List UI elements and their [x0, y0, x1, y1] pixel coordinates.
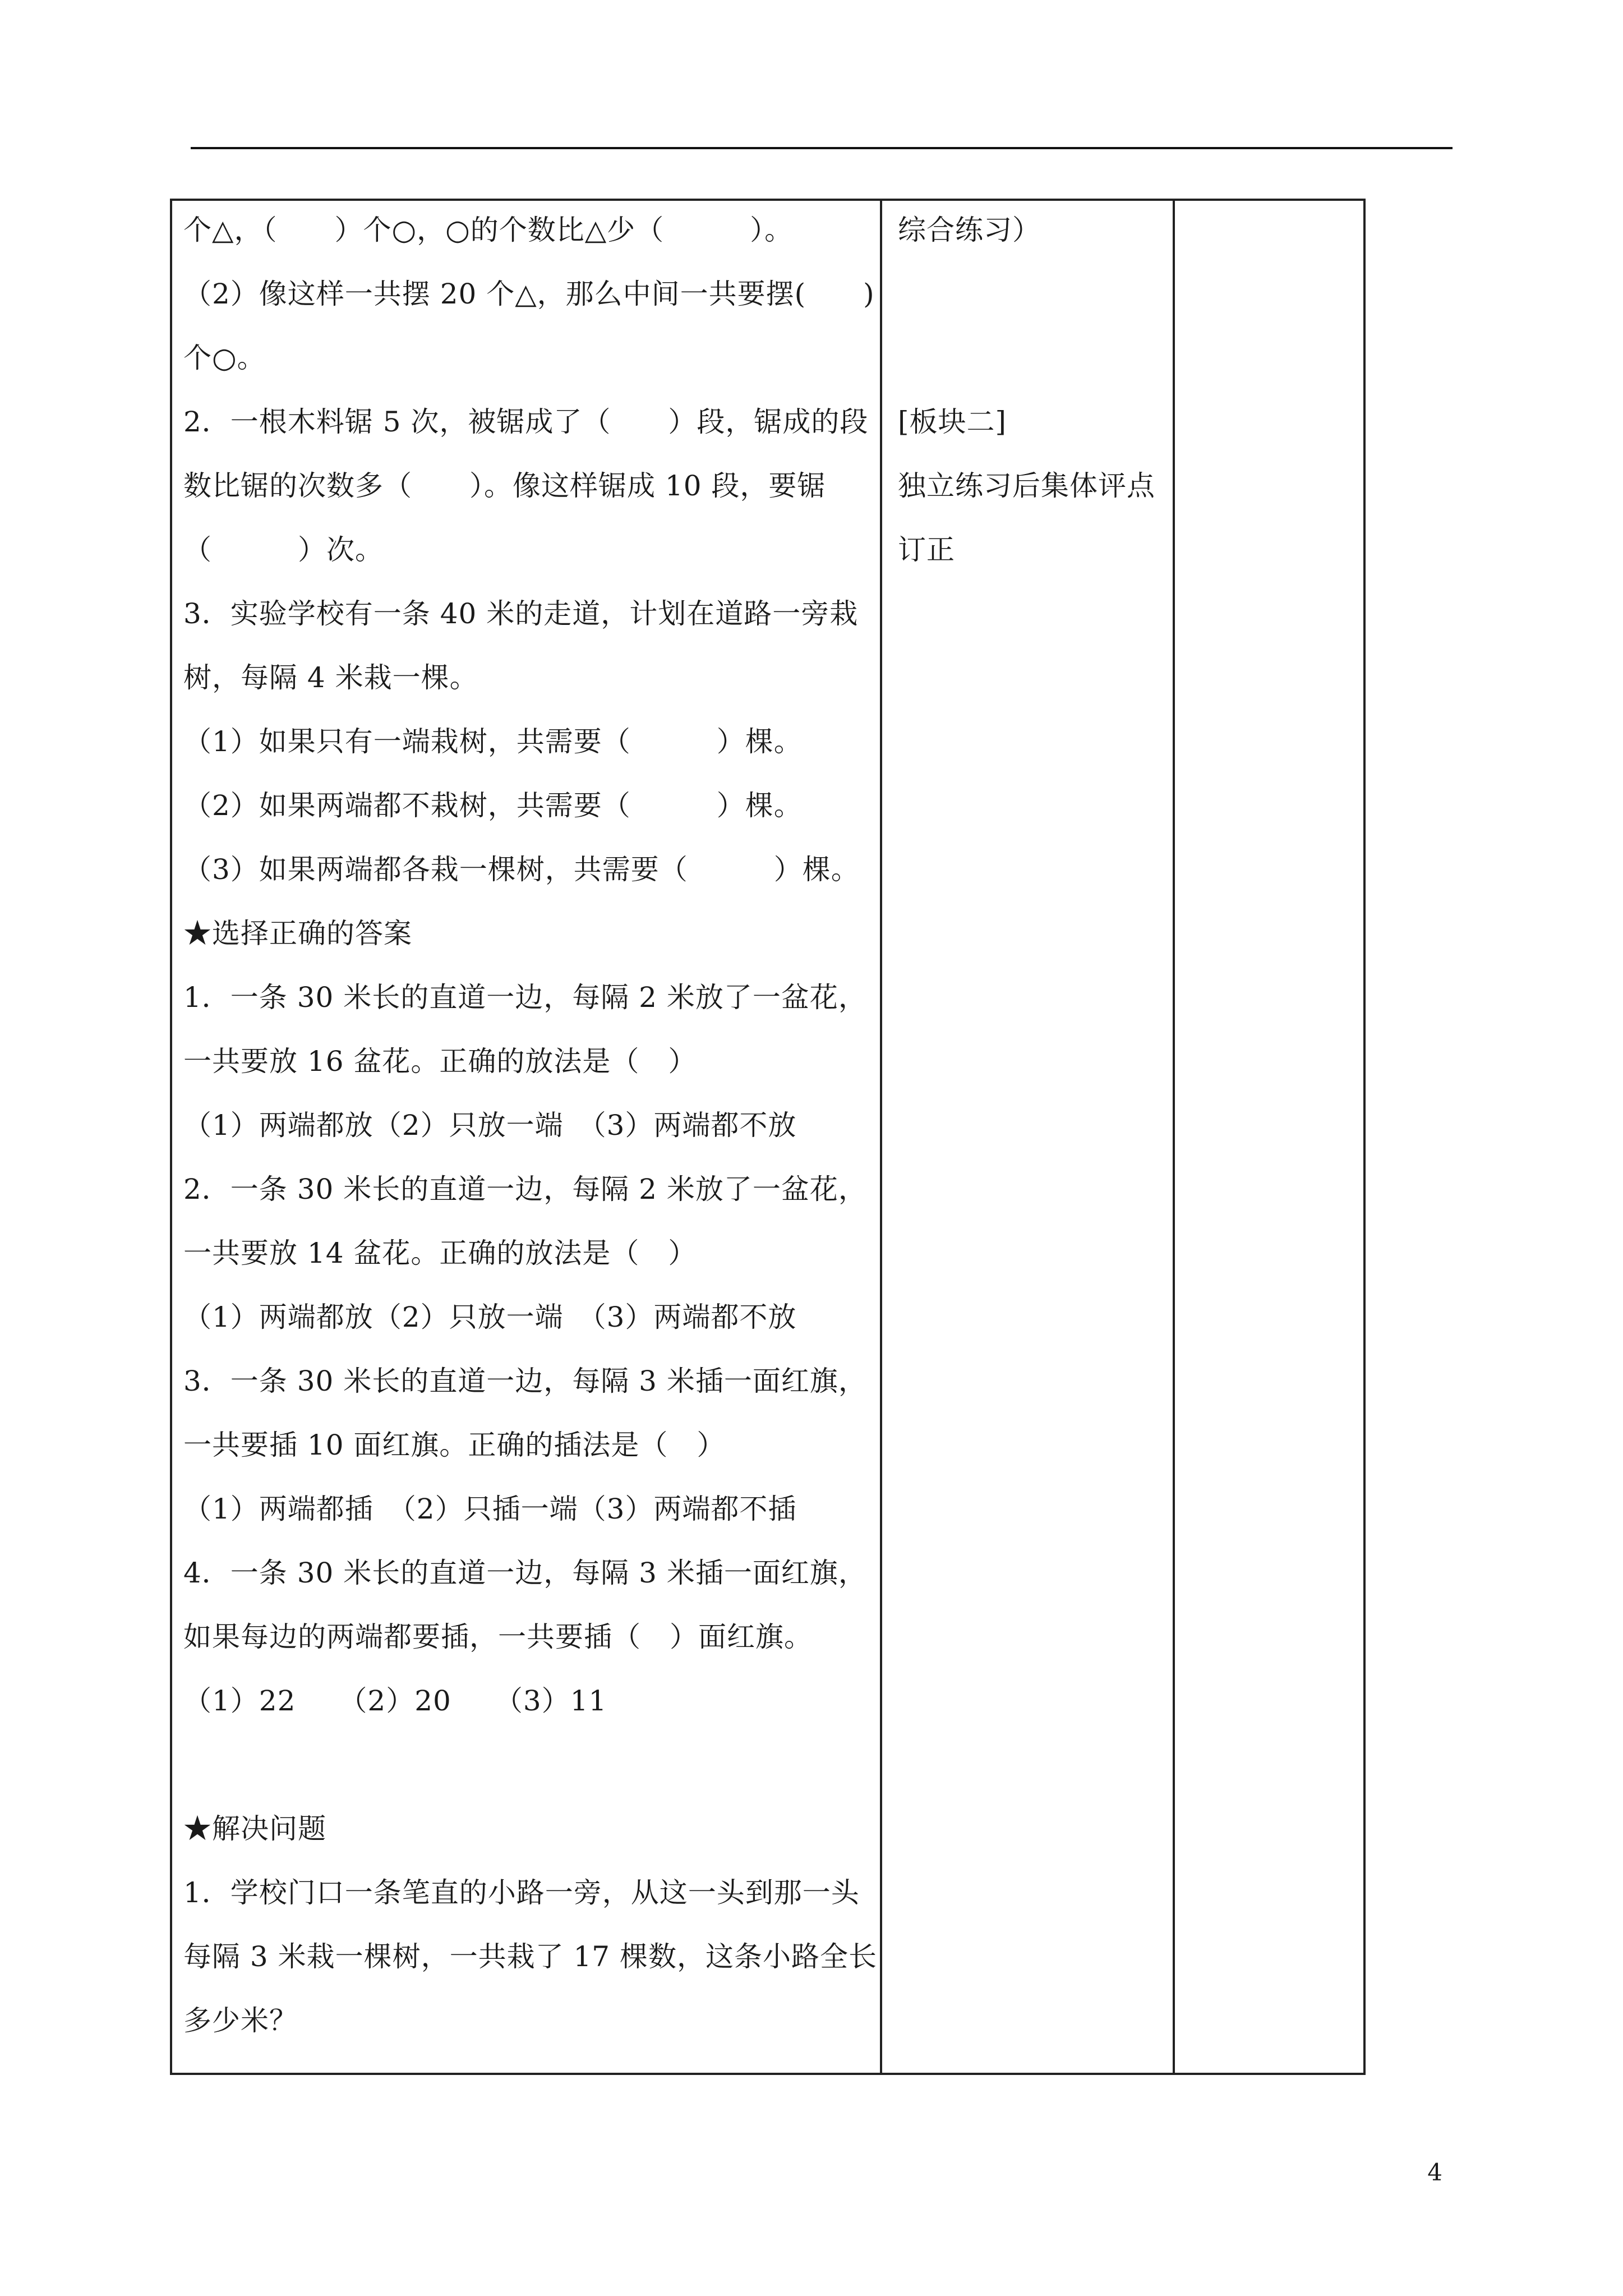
section-heading-solve: ★解决问题 [183, 1812, 326, 1845]
note-line: 综合练习） [898, 214, 1041, 246]
worksheet-table [170, 199, 1366, 2075]
note-line: 订正 [898, 533, 955, 566]
blank-column [1175, 201, 1366, 2073]
exercise-line: 4．一条 30 米长的直道一边，每隔 3 米插一面红旗， [183, 1557, 867, 1589]
exercise-line: 个△，（ ）个○，○的个数比△少（ ）。 [183, 214, 794, 246]
note-line: [板块二] [898, 406, 1007, 438]
exercise-line: 2．一根木料锯 5 次，被锯成了（ ）段，锯成的段 [183, 406, 869, 438]
exercise-line: 1．学校门口一条笔直的小路一旁，从这一头到那一头 [183, 1876, 860, 1909]
exercise-line: 一共要放 16 盆花。正确的放法是（ ） [183, 1045, 697, 1078]
page-number: 4 [1427, 2159, 1442, 2186]
exercise-line: （2）像这样一共摆 20 个△，那么中间一共要摆( ) [183, 278, 875, 310]
exercise-line: 2．一条 30 米长的直道一边，每隔 2 米放了一盆花， [183, 1173, 867, 1205]
exercise-line: （2）如果两端都不栽树，共需要（ ）棵。 [183, 789, 803, 822]
exercise-line: 树，每隔 4 米栽一棵。 [183, 661, 478, 694]
exercise-line: 个○。 [183, 342, 266, 374]
exercise-line: 每隔 3 米栽一棵树，一共栽了 17 棵数，这条小路全长 [183, 1940, 878, 1973]
exercise-line: 多少米？ [183, 2004, 298, 2037]
exercise-line: （1）两端都放（2）只放一端 （3）两端都不放 [183, 1301, 797, 1333]
note-line: 独立练习后集体评点 [898, 470, 1155, 502]
exercise-line: 如果每边的两端都要插，一共要插（ ）面红旗。 [183, 1621, 813, 1653]
exercise-column [172, 201, 882, 2073]
section-heading-choice: ★选择正确的答案 [183, 917, 412, 950]
exercise-line: （ ）次。 [183, 533, 384, 566]
exercise-line: （1）如果只有一端栽树，共需要（ ）棵。 [183, 725, 803, 758]
exercise-line: （3）如果两端都各栽一棵树，共需要（ ）棵。 [183, 853, 860, 886]
exercise-line: 1．一条 30 米长的直道一边，每隔 2 米放了一盆花， [183, 981, 867, 1014]
exercise-line: 一共要放 14 盆花。正确的放法是（ ） [183, 1237, 697, 1269]
exercise-line: （1）两端都插 （2）只插一端（3）两端都不插 [183, 1493, 797, 1525]
teaching-notes-column [882, 201, 1175, 2073]
exercise-line: （1）两端都放（2）只放一端 （3）两端都不放 [183, 1109, 797, 1142]
exercise-line: 3．实验学校有一条 40 米的走道，计划在道路一旁栽 [183, 597, 859, 630]
header-rule [191, 147, 1453, 149]
exercise-line: 3．一条 30 米长的直道一边，每隔 3 米插一面红旗， [183, 1365, 867, 1397]
exercise-line: 一共要插 10 面红旗。正确的插法是（ ） [183, 1429, 726, 1461]
exercise-line: 数比锯的次数多（ ）。像这样锯成 10 段，要锯 [183, 470, 826, 502]
exercise-line: （1）22 （2）20 （3）11 [183, 1685, 607, 1717]
